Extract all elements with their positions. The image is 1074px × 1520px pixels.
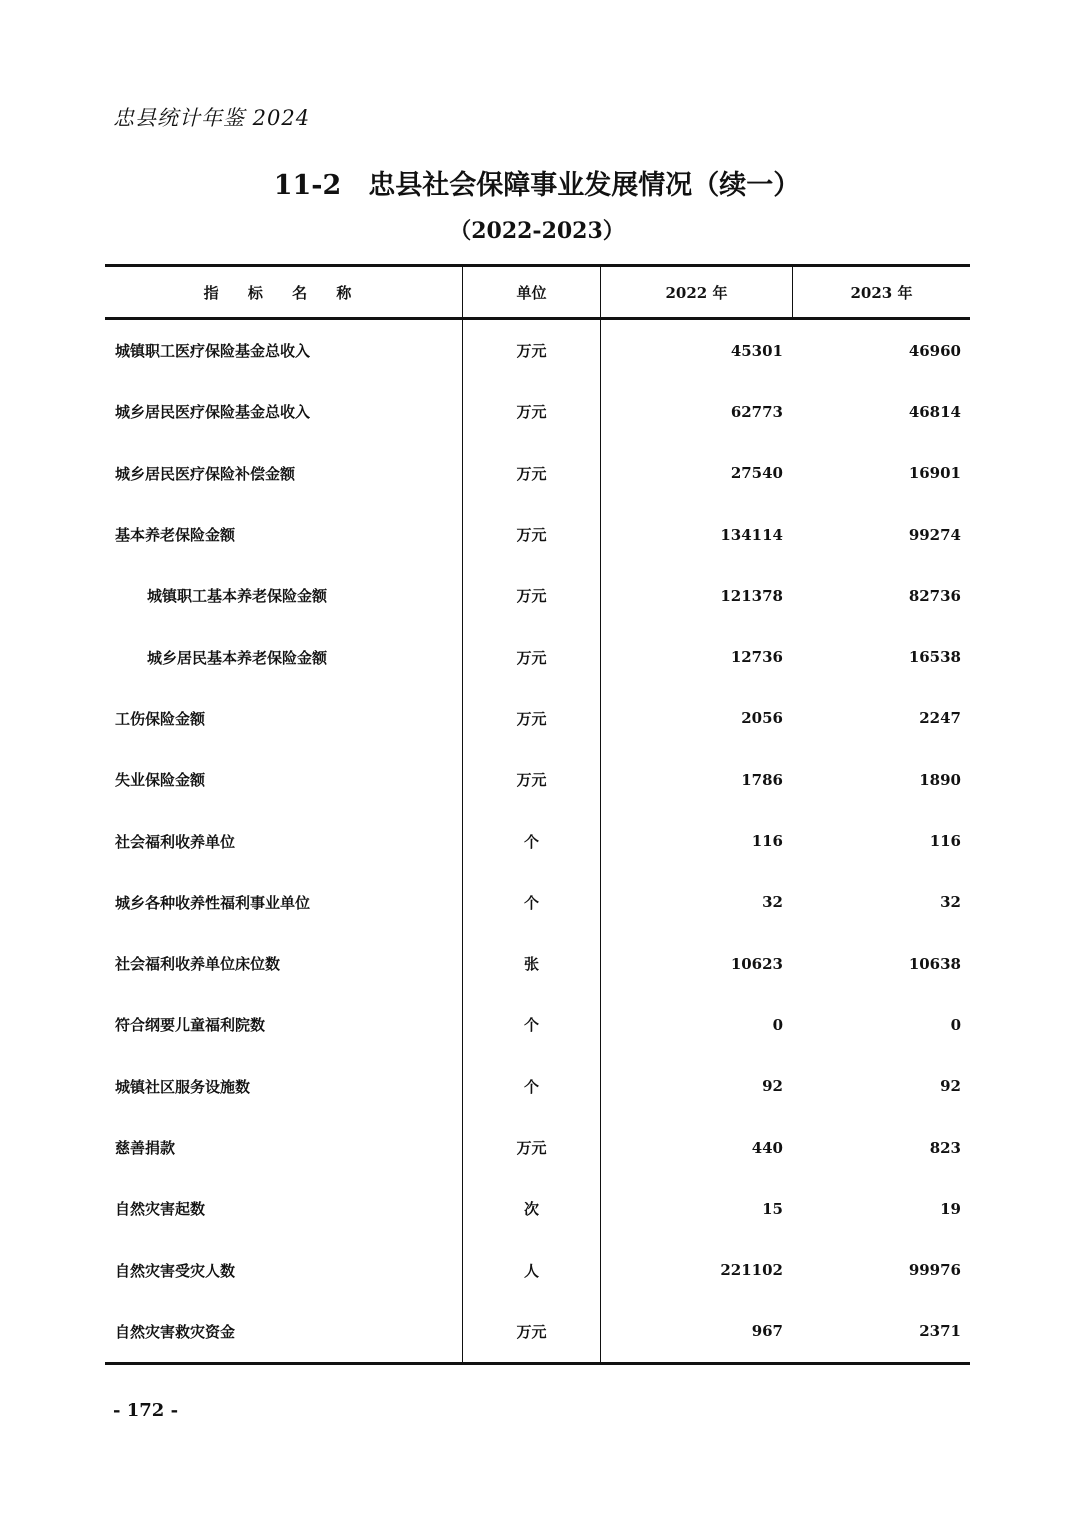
row-value-2023: 82736 bbox=[908, 586, 961, 605]
row-value-2022: 2056 bbox=[741, 709, 783, 728]
row-unit: 万元 bbox=[463, 443, 601, 504]
row-unit: 万元 bbox=[463, 749, 601, 810]
row-unit: 个 bbox=[463, 810, 601, 871]
table-row bbox=[105, 626, 970, 687]
row-value-2022: 121378 bbox=[720, 586, 783, 605]
page-number: - 172 - bbox=[113, 1400, 179, 1421]
table-row bbox=[105, 1301, 970, 1362]
row-name: 基本养老保险金额 bbox=[105, 504, 463, 565]
row-value-2022: 62773 bbox=[730, 402, 783, 421]
row-value-2022: 1786 bbox=[741, 770, 783, 789]
row-value-2023: 116 bbox=[929, 832, 961, 851]
row-unit: 万元 bbox=[463, 1117, 601, 1178]
row-value-2022: 440 bbox=[751, 1138, 783, 1157]
row-name: 工伤保险金额 bbox=[105, 688, 463, 749]
row-unit: 个 bbox=[463, 994, 601, 1055]
row-value-2023: 2371 bbox=[919, 1322, 961, 1341]
row-unit: 万元 bbox=[463, 565, 601, 626]
row-value-2022: 10623 bbox=[730, 954, 783, 973]
row-value-2023: 99274 bbox=[908, 525, 961, 544]
row-name: 城镇职工基本养老保险金额 bbox=[105, 565, 463, 626]
row-value-2023: 2247 bbox=[919, 709, 961, 728]
column-header-2023: 2023 年 bbox=[850, 283, 913, 302]
statistics-table bbox=[105, 264, 970, 1365]
table-row bbox=[105, 320, 970, 381]
column-header-unit: 单位 bbox=[463, 267, 601, 317]
row-value-2023: 1890 bbox=[919, 770, 961, 789]
row-unit: 个 bbox=[463, 872, 601, 933]
row-name: 失业保险金额 bbox=[105, 749, 463, 810]
row-unit: 万元 bbox=[463, 688, 601, 749]
row-name: 城乡各种收养性福利事业单位 bbox=[105, 872, 463, 933]
row-name: 城乡居民医疗保险基金总收入 bbox=[105, 381, 463, 442]
table-row bbox=[105, 688, 970, 749]
row-value-2023: 92 bbox=[940, 1077, 961, 1096]
row-value-2022: 45301 bbox=[730, 341, 783, 360]
table-row bbox=[105, 933, 970, 994]
row-value-2023: 823 bbox=[929, 1138, 961, 1157]
row-name: 城镇社区服务设施数 bbox=[105, 1056, 463, 1117]
row-value-2022: 116 bbox=[751, 832, 783, 851]
row-value-2022: 134114 bbox=[720, 525, 783, 544]
column-header-2022: 2022 年 bbox=[601, 267, 793, 317]
row-value-2023: 99976 bbox=[908, 1261, 961, 1280]
row-value-2023: 19 bbox=[940, 1199, 961, 1218]
row-value-2022: 32 bbox=[762, 893, 783, 912]
table-row bbox=[105, 1239, 970, 1300]
row-unit: 个 bbox=[463, 1056, 601, 1117]
table-row bbox=[105, 872, 970, 933]
row-name: 城乡居民基本养老保险金额 bbox=[105, 626, 463, 687]
table-row bbox=[105, 1117, 970, 1178]
row-unit: 万元 bbox=[463, 320, 601, 381]
row-unit: 人 bbox=[463, 1239, 601, 1300]
table-row bbox=[105, 565, 970, 626]
column-header-indicator-name: 指 标 名 称 bbox=[105, 267, 463, 317]
row-unit: 万元 bbox=[463, 626, 601, 687]
row-name: 社会福利收养单位 bbox=[105, 810, 463, 871]
table-row bbox=[105, 1178, 970, 1239]
table-subtitle: （2022-2023） bbox=[449, 218, 625, 244]
table-row bbox=[105, 381, 970, 442]
row-value-2022: 0 bbox=[772, 1015, 783, 1034]
table-row bbox=[105, 504, 970, 565]
table-row bbox=[105, 1056, 970, 1117]
row-unit: 万元 bbox=[463, 381, 601, 442]
row-name: 符合纲要儿童福利院数 bbox=[105, 994, 463, 1055]
row-name: 城镇职工医疗保险基金总收入 bbox=[105, 320, 463, 381]
row-value-2023: 32 bbox=[940, 893, 961, 912]
row-name: 社会福利收养单位床位数 bbox=[105, 933, 463, 994]
table-row bbox=[105, 994, 970, 1055]
row-unit: 万元 bbox=[463, 504, 601, 565]
row-name: 城乡居民医疗保险补偿金额 bbox=[105, 443, 463, 504]
row-value-2022: 27540 bbox=[730, 464, 783, 483]
row-value-2023: 10638 bbox=[908, 954, 961, 973]
row-name: 自然灾害起数 bbox=[105, 1178, 463, 1239]
row-value-2022: 92 bbox=[762, 1077, 783, 1096]
row-unit: 次 bbox=[463, 1178, 601, 1239]
row-value-2022: 967 bbox=[751, 1322, 783, 1341]
row-value-2023: 46960 bbox=[908, 341, 961, 360]
row-value-2023: 0 bbox=[950, 1015, 961, 1034]
table-header-row bbox=[105, 267, 970, 320]
yearbook-header-title: 忠县统计年鉴 2024 bbox=[113, 106, 311, 130]
table-title: 11-2 忠县社会保障事业发展情况（续一） bbox=[273, 170, 801, 201]
row-value-2023: 16538 bbox=[908, 648, 961, 667]
row-value-2023: 16901 bbox=[908, 464, 961, 483]
row-value-2023: 46814 bbox=[908, 402, 961, 421]
row-name: 自然灾害受灾人数 bbox=[105, 1239, 463, 1300]
row-value-2022: 12736 bbox=[730, 648, 783, 667]
table-row bbox=[105, 443, 970, 504]
row-value-2022: 15 bbox=[762, 1199, 783, 1218]
table-row bbox=[105, 749, 970, 810]
row-unit: 张 bbox=[463, 933, 601, 994]
row-name: 慈善捐款 bbox=[105, 1117, 463, 1178]
row-unit: 万元 bbox=[463, 1301, 601, 1362]
table-row bbox=[105, 810, 970, 871]
row-value-2022: 221102 bbox=[720, 1261, 783, 1280]
row-name: 自然灾害救灾资金 bbox=[105, 1301, 463, 1362]
